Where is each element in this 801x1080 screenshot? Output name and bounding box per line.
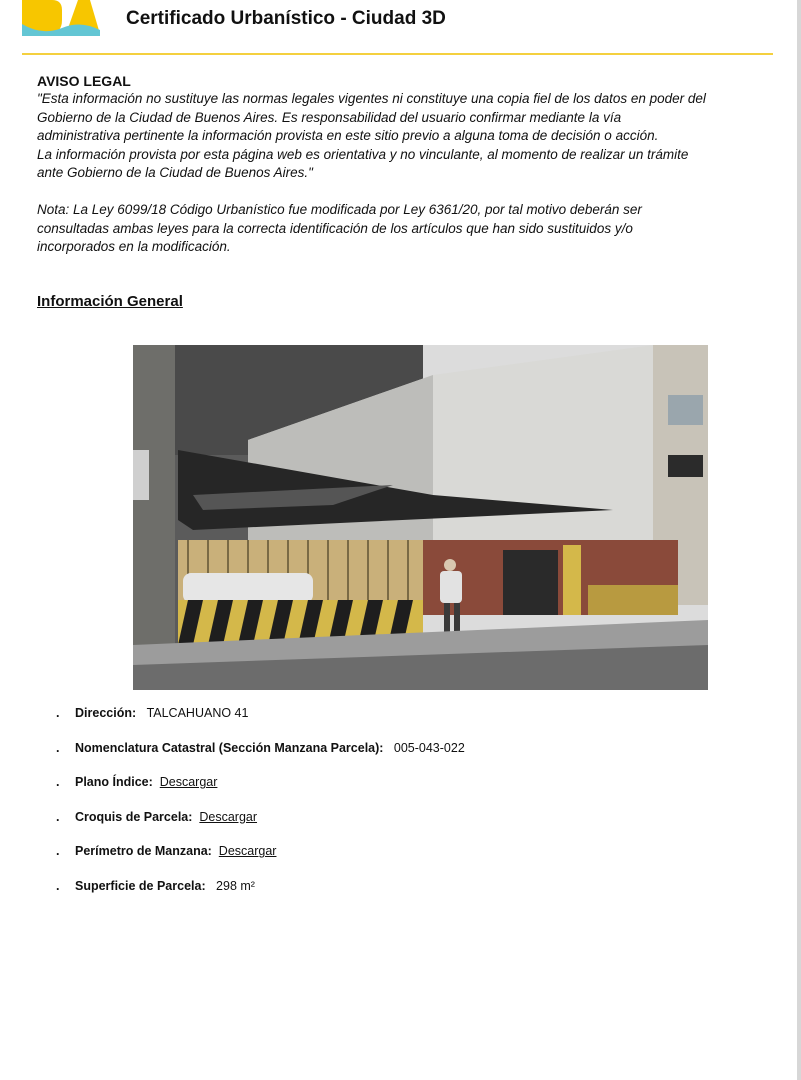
label-text: Plano Índice:: [75, 775, 153, 790]
note-line: incorporados en la modificación.: [37, 239, 231, 255]
list-bullet: .: [56, 809, 60, 824]
label-text: Nomenclatura Catastral (Sección Manzana Parcela):: [75, 740, 384, 755]
download-link-perimetro[interactable]: Descargar: [218, 844, 277, 859]
field-value: 298 m²: [216, 878, 255, 893]
label-text: Dirección:: [75, 706, 137, 720]
field-label: [75, 807, 257, 827]
legal-line: "Esta información no sustituye las normas legales vigentes ni constituye una copia fiel de los datos en poder del: [37, 91, 706, 106]
download-link-croquis[interactable]: Descargar: [199, 809, 258, 824]
page-title: Certificado Urbanístico - Ciudad 3D: [126, 8, 446, 29]
note-line: Nota: La Ley 6099/18 Código Urbanístico fue modificada por Ley 6361/20, por tal motivo deberán ser: [37, 201, 642, 217]
note-line: consultadas ambas leyes para la correcta identificación de los artículos que han sido sustituidos y/o: [37, 220, 633, 236]
legal-note: [37, 201, 777, 257]
list-bullet: .: [56, 740, 60, 755]
page-right-edge: [797, 0, 801, 1080]
header-divider: [22, 53, 773, 55]
legal-line: administrativa pertinente la información provista en este sitio previo a alguna toma de decisión o acción.: [37, 128, 659, 144]
legal-line: Gobierno de la Ciudad de Buenos Aires. Es responsabilidad del usuario confirmar mediante la vía: [37, 109, 622, 125]
parcel-photo: [133, 345, 708, 690]
label-text: Perímetro de Manzana:: [75, 844, 212, 859]
field-label: [75, 772, 217, 792]
legal-line: ante Gobierno de la Ciudad de Buenos Aires.": [37, 165, 313, 181]
legal-text: [37, 90, 777, 183]
list-bullet: .: [56, 775, 60, 790]
list-bullet: .: [56, 844, 60, 859]
field-label: [75, 703, 248, 723]
legal-notice: [37, 72, 777, 257]
field-label: [75, 876, 255, 896]
ba-logo: [22, 0, 100, 36]
field-label: [75, 841, 276, 861]
section-title-info-general: Información General: [37, 293, 183, 310]
legal-heading: AVISO LEGAL: [37, 73, 131, 89]
download-link-plano-indice[interactable]: Descargar: [159, 775, 218, 790]
field-label: [75, 738, 465, 758]
field-value: 005-043-022: [393, 740, 465, 755]
page-header: [0, 0, 801, 60]
label-text: Croquis de Parcela:: [75, 809, 193, 824]
field-value: TALCAHUANO 41: [146, 706, 249, 720]
legal-line: La información provista por esta página web es orientativa y no vinculante, al momento de realizar un trámite: [37, 146, 689, 162]
label-text: Superficie de Parcela:: [75, 878, 206, 893]
list-bullet: .: [56, 878, 60, 893]
list-bullet: .: [56, 706, 60, 720]
